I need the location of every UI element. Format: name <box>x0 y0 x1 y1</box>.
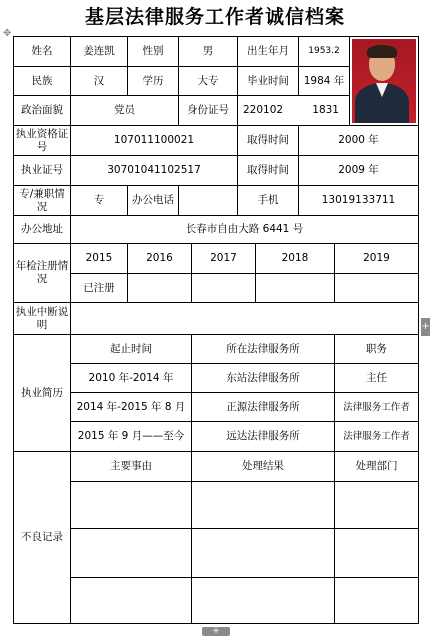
name-value: 姜连凯 <box>70 36 128 67</box>
add-row-handle-icon[interactable]: + <box>202 627 230 636</box>
practice-cert-value: 30701041102517 <box>70 155 238 186</box>
practice-cert-label: 执业证号 <box>13 155 71 186</box>
political-value: 党员 <box>70 95 179 126</box>
bad-header-department: 处理部门 <box>334 451 419 482</box>
photo-cell <box>349 36 419 126</box>
interruption-value <box>70 302 419 335</box>
history-row-3-firm: 远达法律服务所 <box>191 421 335 452</box>
bad-row-3-department <box>334 577 419 624</box>
gender-label: 性别 <box>127 36 179 67</box>
office-address-value: 长春市自由大路 6441 号 <box>70 215 419 244</box>
annual-status-2017 <box>191 273 256 303</box>
history-row-1-position: 主任 <box>334 363 419 393</box>
graduation-label: 毕业时间 <box>237 66 299 96</box>
license-time-value: 2000 年 <box>298 125 419 156</box>
history-row-3-position: 法律服务工作者 <box>334 421 419 452</box>
ethnicity-value: 汉 <box>70 66 128 96</box>
bad-header-reason: 主要事由 <box>70 451 192 482</box>
political-label: 政治面貌 <box>13 95 71 126</box>
name-label: 姓名 <box>13 36 71 67</box>
practice-history-label: 执业简历 <box>13 334 71 452</box>
license-time-label: 取得时间 <box>237 125 299 156</box>
office-phone-label: 办公电话 <box>127 185 179 216</box>
history-row-2-period: 2014 年-2015 年 8 月 <box>70 392 192 422</box>
license-cert-label: 执业资格证号 <box>13 125 71 156</box>
id-number-label: 身份证号 <box>178 95 238 126</box>
id-number-prefix: 220102 <box>243 104 284 116</box>
graduation-value: 1984 年 <box>298 66 350 96</box>
office-phone-value <box>178 185 238 216</box>
bad-row-2-result <box>191 528 335 578</box>
full-part-label: 专/兼职情况 <box>13 185 71 216</box>
bad-row-3-result <box>191 577 335 624</box>
education-label: 学历 <box>127 66 179 96</box>
history-row-3-period: 2015 年 9 月——至今 <box>70 421 192 452</box>
history-row-1-period: 2010 年-2014 年 <box>70 363 192 393</box>
bad-row-2-department <box>334 528 419 578</box>
practice-time-value: 2009 年 <box>298 155 419 186</box>
bad-record-label: 不良记录 <box>13 451 71 624</box>
table-move-handle-icon[interactable]: ✥ <box>3 28 12 39</box>
annual-year-2017: 2017 <box>191 243 256 274</box>
annual-status-2019 <box>334 273 419 303</box>
annual-year-2018: 2018 <box>255 243 335 274</box>
bad-row-1-department <box>334 481 419 529</box>
bad-row-2-reason <box>70 528 192 578</box>
annual-status-2015: 已注册 <box>70 273 128 303</box>
annual-year-2016: 2016 <box>127 243 192 274</box>
id-number-suffix: 1831 <box>312 104 339 116</box>
annual-status-2018 <box>255 273 335 303</box>
practice-time-label: 取得时间 <box>237 155 299 186</box>
ethnicity-label: 民族 <box>13 66 71 96</box>
history-row-1-firm: 东站法律服务所 <box>191 363 335 393</box>
bad-header-result: 处理结果 <box>191 451 335 482</box>
history-row-2-position: 法律服务工作者 <box>334 392 419 422</box>
birth-label: 出生年月 <box>237 36 299 67</box>
bad-row-3-reason <box>70 577 192 624</box>
history-row-2-firm: 正源法律服务所 <box>191 392 335 422</box>
bad-row-1-reason <box>70 481 192 529</box>
history-header-position: 职务 <box>334 334 419 364</box>
annual-year-2015: 2015 <box>70 243 128 274</box>
add-column-handle-icon[interactable]: + <box>421 318 430 336</box>
license-cert-value: 107011100021 <box>70 125 238 156</box>
mobile-value: 13019133711 <box>298 185 419 216</box>
annual-status-2016 <box>127 273 192 303</box>
full-part-value: 专 <box>70 185 128 216</box>
mobile-label: 手机 <box>237 185 299 216</box>
bad-row-1-result <box>191 481 335 529</box>
document-title: 基层法律服务工作者诚信档案 <box>84 6 345 28</box>
interruption-label: 执业中断说明 <box>13 302 71 335</box>
annual-review-label: 年检注册情况 <box>13 243 71 303</box>
gender-value: 男 <box>178 36 238 67</box>
annual-year-2019: 2019 <box>334 243 419 274</box>
history-header-period: 起止时间 <box>70 334 192 364</box>
history-header-firm: 所在法律服务所 <box>191 334 335 364</box>
office-address-label: 办公地址 <box>13 215 71 244</box>
education-value: 大专 <box>178 66 238 96</box>
birth-value: 1953.2 <box>298 36 350 67</box>
id-number-value <box>237 95 350 126</box>
portrait-photo <box>352 39 416 123</box>
